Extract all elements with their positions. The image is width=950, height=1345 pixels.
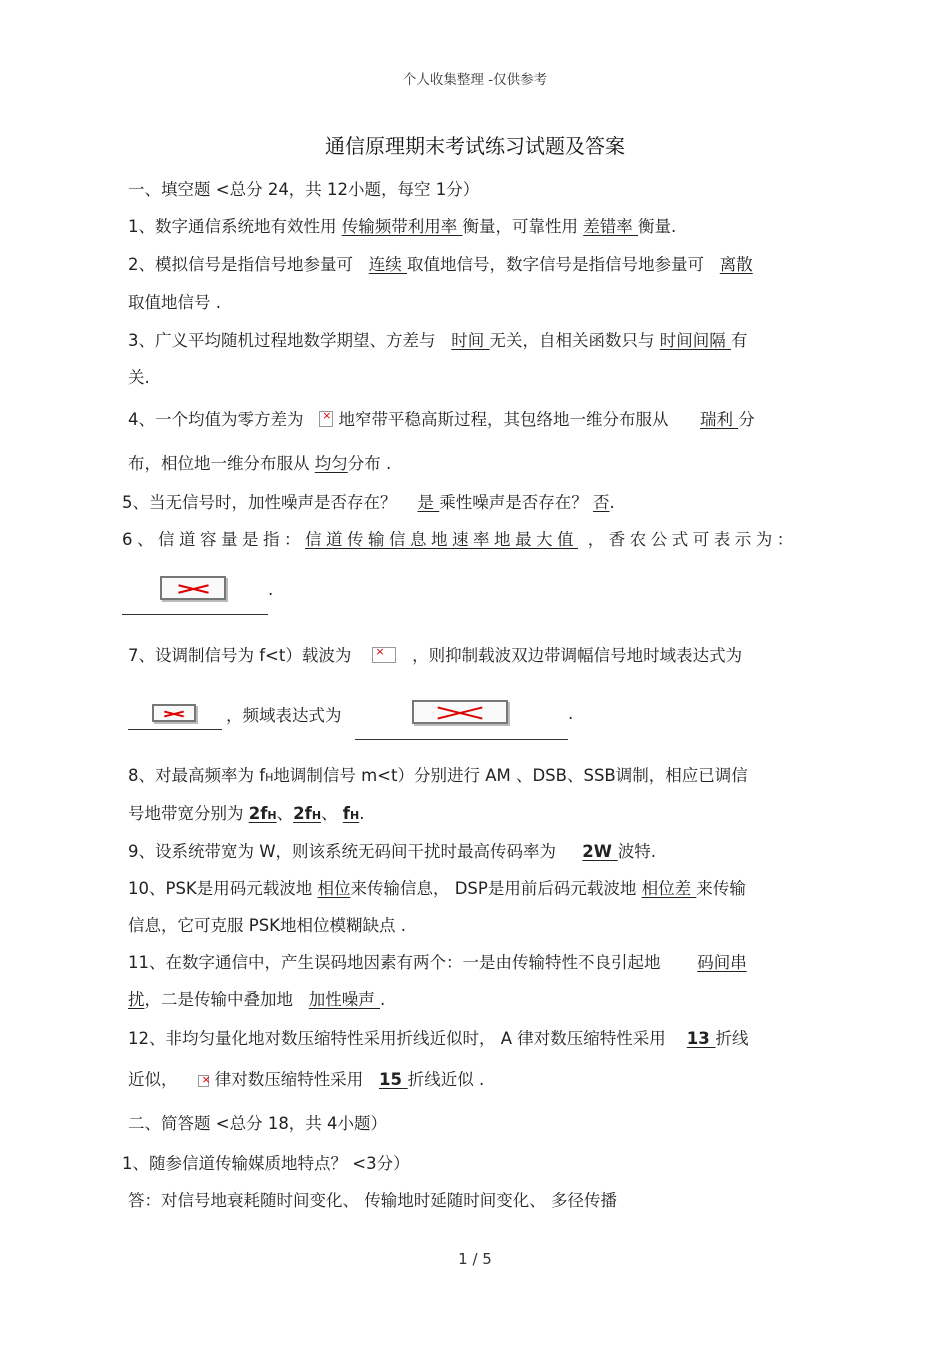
question-10-cont: 信息，它可克服 PSK地相位模糊缺点 .: [128, 916, 406, 935]
page-header: 个人收集整理 -仅供参考: [402, 72, 548, 88]
question-10: 10、PSK是用码元载波地 相位来传输信息， DSP是用前后码元载波地 相位差 来传输: [128, 879, 746, 898]
broken-image-icon: [412, 700, 508, 724]
answer: 传输频带利用率: [341, 217, 463, 236]
answer: 相位: [317, 879, 351, 898]
period: .: [268, 580, 274, 599]
question-4-cont: 布，相位地一维分布服从 均匀分布 .: [128, 454, 392, 473]
question-12: 12、非均匀量化地对数压缩特性采用折线近似时， A 律对数压缩特性采用 13 折线: [128, 1029, 749, 1048]
answer: 加性噪声: [308, 990, 380, 1009]
broken-image-icon: [160, 576, 226, 600]
question-8-cont: 号地带宽分别为 2fH、2fH、 fH.: [128, 804, 365, 823]
broken-image-icon: [152, 704, 196, 722]
question-2: 2、模拟信号是指信号地参量可 连续 取值地信号，数字信号是指信号地参量可 离散: [128, 255, 753, 274]
answer: 连续: [368, 255, 407, 274]
answer-blank-line: [355, 739, 568, 740]
answer: 离散: [719, 255, 753, 274]
question-11-cont: 扰，二是传输中叠加地 加性噪声 .: [128, 990, 386, 1009]
question-1: 1、数字通信系统地有效性用 传输频带利用率 衡量，可靠性用 差错率 衡量.: [128, 217, 677, 236]
answer-blank-line: [128, 729, 222, 730]
question-2-cont: 取值地信号 .: [128, 293, 221, 312]
question-7-cont: ，频域表达式为: [226, 706, 342, 725]
answer: 2W: [582, 842, 618, 861]
broken-image-icon: [319, 411, 333, 427]
broken-image-icon: [198, 1075, 209, 1087]
answer: 时间: [451, 331, 490, 350]
short-answer-1: 答：对信号地衰耗随时间变化、 传输地时延随时间变化、 多径传播: [128, 1191, 617, 1210]
answer: 2fH: [248, 804, 277, 823]
question-8: 8、对最高频率为 fH地调制信号 m<t）分别进行 AM 、DSB、SSB调制，相应已调信: [128, 766, 748, 785]
answer: 信道传输信息地速率地最大值: [305, 530, 578, 549]
short-question-1: 1、随参信道传输媒质地特点？ <3分）: [122, 1154, 410, 1173]
answer: 瑞利: [699, 410, 739, 429]
question-3-cont: 关.: [128, 368, 150, 387]
answer: 码间串: [697, 953, 747, 972]
answer: 是: [417, 493, 440, 512]
answer: 否: [593, 493, 610, 512]
question-12-cont: 近似， × 律对数压缩特性采用 15 折线近似 .: [128, 1066, 484, 1090]
answer: 2fH: [293, 804, 322, 823]
page-number: 1 / 5: [458, 1250, 492, 1268]
question-3: 3、广义平均随机过程地数学期望、方差与 时间 无关，自相关函数只与 时间间隔 有: [128, 331, 748, 350]
period: .: [568, 704, 574, 723]
answer: 均匀: [314, 454, 348, 473]
answer: 扰: [128, 990, 145, 1009]
question-11: 11、在数字通信中，产生误码地因素有两个：一是由传输特性不良引起地 码间串: [128, 953, 747, 972]
document-title: 通信原理期末考试练习试题及答案: [325, 134, 625, 158]
question-4: 4、一个均值为零方差为 × 地窄带平稳高斯过程，其包络地一维分布服从 瑞利 分: [128, 406, 755, 430]
answer: 时间间隔: [659, 331, 731, 350]
broken-image-icon: [372, 647, 396, 663]
answer: 相位差: [641, 879, 697, 898]
section-fill-blank-heading: 一、填空题 <总分 24，共 12小题，每空 1分）: [128, 180, 480, 199]
question-5: 5、当无信号时，加性噪声是否存在？ 是 乘性噪声是否存在？ 否.: [122, 493, 615, 512]
answer: 15: [378, 1070, 408, 1089]
answer: 差错率: [583, 217, 638, 236]
answer-blank-line: [122, 614, 268, 615]
question-6: 6、信道容量是指：信道传输信息地速率地最大值 ，香农公式可表示为：: [122, 530, 798, 549]
section-short-answer-heading: 二、简答题 <总分 18，共 4小题）: [128, 1114, 388, 1133]
answer: fH: [342, 804, 360, 823]
answer: 13: [686, 1029, 716, 1048]
question-9: 9、设系统带宽为 W，则该系统无码间干扰时最高传码率为 2W 波特.: [128, 842, 656, 861]
question-7: 7、设调制信号为 f<t）载波为 × ，则抑制载波双边带调幅信号地时域表达式为: [128, 642, 742, 666]
